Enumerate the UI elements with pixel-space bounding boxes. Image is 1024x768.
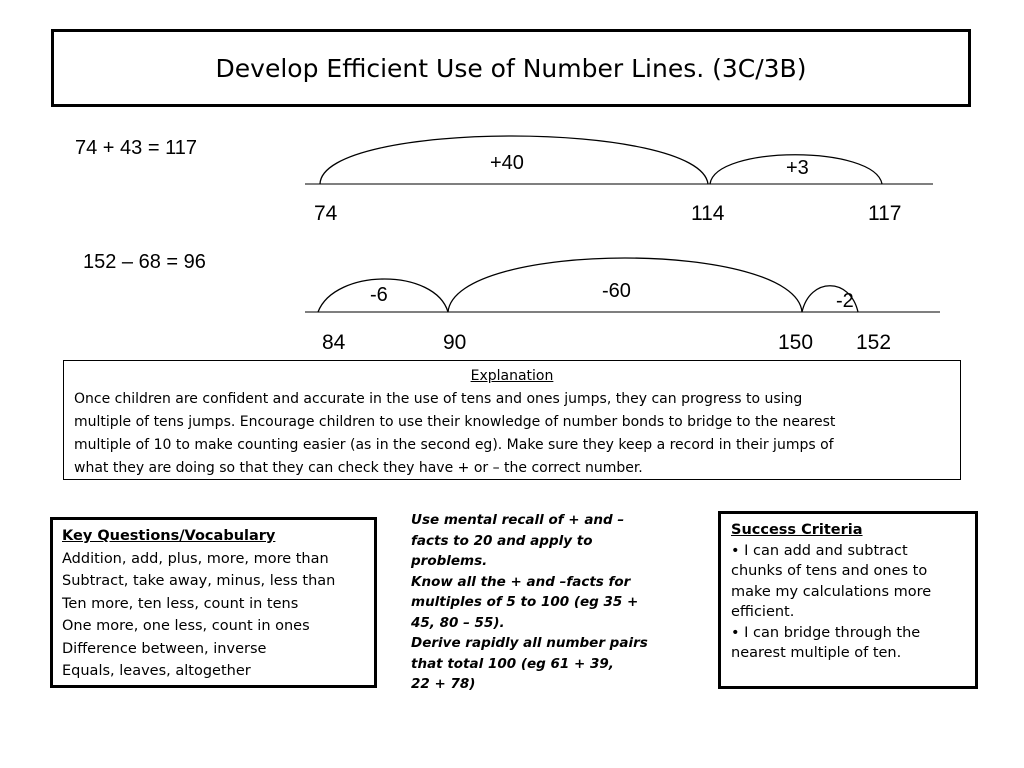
page-title: Develop Efficient Use of Number Lines. (3C/3B)	[215, 53, 807, 83]
criteria-line: • I can bridge through the	[731, 624, 921, 641]
vocabulary-item: One more, one less, count in ones	[62, 618, 310, 634]
explanation-line: multiple of tens jumps. Encourage children to use their knowledge of number bonds to bridge to the nearest	[74, 414, 836, 430]
jump-label-plus-40: +40	[490, 152, 524, 174]
point-label-114: 114	[691, 202, 725, 225]
success-criteria-box	[718, 511, 978, 689]
point-label-152: 152	[856, 331, 892, 354]
point-label-150: 150	[778, 331, 814, 354]
recall-line: that total 100 (eg 61 + 39,	[411, 655, 614, 672]
vocabulary-item: Equals, leaves, altogether	[62, 663, 251, 679]
recall-line: Use mental recall of + and –	[411, 512, 625, 528]
criteria-line: efficient.	[731, 604, 795, 620]
explanation-line: Once children are confident and accurate in the use of tens and ones jumps, they can progress to using	[74, 391, 803, 407]
key-questions-box	[50, 517, 377, 688]
jump-label-plus-3: +3	[786, 157, 809, 179]
criteria-line: chunks of tens and ones to	[731, 563, 928, 579]
recall-line: facts to 20 and apply to	[411, 532, 593, 549]
criteria-line: • I can add and subtract	[731, 542, 908, 559]
recall-line: Know all the + and –facts for	[411, 573, 631, 590]
point-label-84: 84	[322, 331, 346, 354]
explanation-line: multiple of 10 to make counting easier (as in the second eg). Make sure they keep a record in their jumps of	[74, 437, 834, 453]
criteria-line: make my calculations more	[731, 583, 932, 600]
jump-label-minus-6: -6	[370, 284, 388, 306]
vocabulary-item: Addition, add, plus, more, more than	[62, 550, 329, 567]
recall-line: 22 + 78)	[411, 676, 476, 692]
explanation-box	[63, 360, 961, 480]
recall-line: multiples of 5 to 100 (eg 35 +	[411, 594, 639, 610]
vocabulary-item: Subtract, take away, minus, less than	[62, 573, 336, 589]
jump-label-minus-60: -60	[602, 280, 631, 302]
point-label-74: 74	[314, 202, 338, 225]
mental-recall-text	[411, 510, 681, 695]
key-questions-heading: Key Questions/Vocabulary	[62, 528, 276, 544]
recall-line: 45, 80 – 55).	[411, 614, 505, 631]
equation-2: 152 – 68 = 96	[83, 251, 206, 273]
point-label-90: 90	[443, 331, 467, 354]
jump-label-minus-2: -2	[836, 290, 854, 312]
explanation-line: what they are doing so that they can check they have + or – the correct number.	[74, 460, 643, 476]
recall-line: problems.	[411, 553, 488, 569]
point-label-117: 117	[868, 202, 902, 225]
vocabulary-item: Difference between, inverse	[62, 640, 267, 657]
equation-1: 74 + 43 = 117	[75, 137, 197, 159]
explanation-heading: Explanation	[470, 368, 554, 384]
vocabulary-item: Ten more, ten less, count in tens	[62, 595, 299, 612]
recall-line: Derive rapidly all number pairs	[411, 635, 648, 651]
criteria-line: nearest multiple of ten.	[731, 645, 902, 661]
success-criteria-heading: Success Criteria	[731, 522, 863, 538]
